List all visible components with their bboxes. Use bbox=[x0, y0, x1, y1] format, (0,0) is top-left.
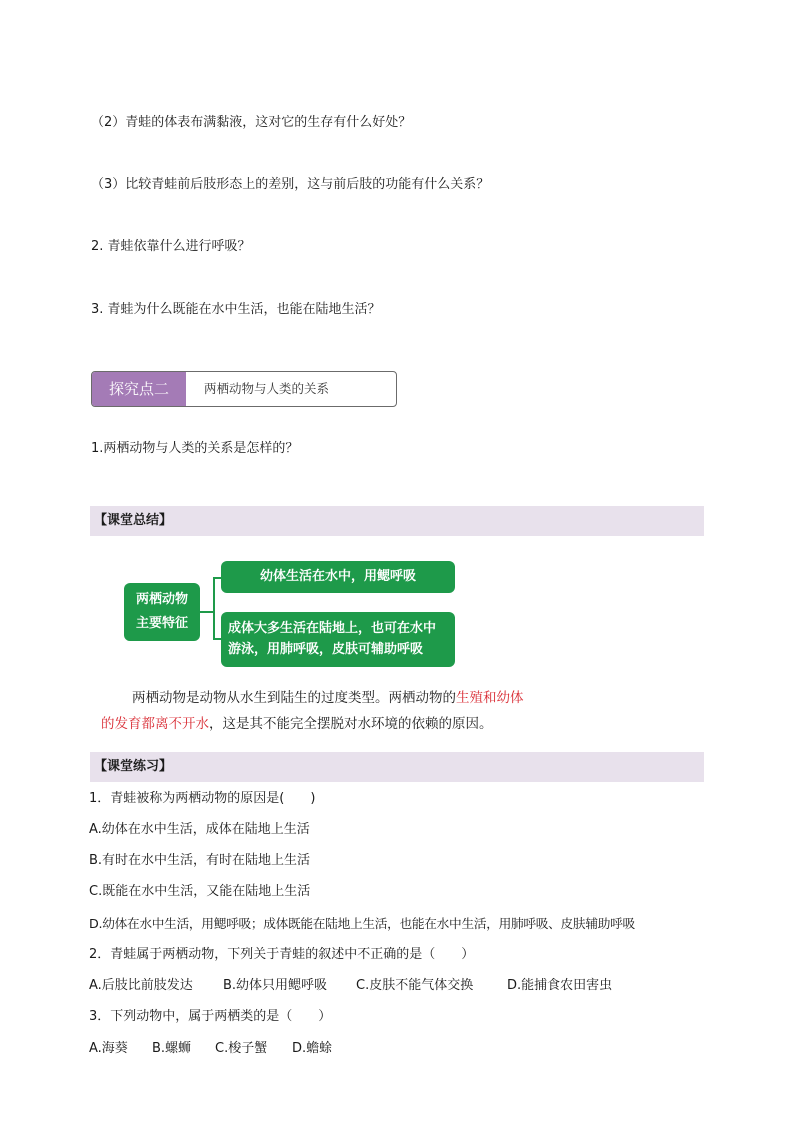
practice-q3-option-b: B.螺蛳 bbox=[152, 1041, 192, 1056]
practice-q3-option-a: A.海葵 bbox=[89, 1041, 128, 1056]
mindmap-branch-adult-line1: 成体大多生活在陆地上，也可在水中 bbox=[228, 621, 437, 636]
summary-header: 【课堂总结】 bbox=[90, 506, 704, 536]
summary-paragraph-line1 bbox=[101, 685, 571, 711]
question-1-2: （2）青蛙的体表布满黏液，这对它的生存有什么好处？ bbox=[91, 115, 412, 130]
practice-q1-option-c: C.既能在水中生活，又能在陆地上生活 bbox=[89, 884, 311, 899]
summary-highlight-1: 生殖和幼体 bbox=[456, 690, 524, 706]
summary-paragraph bbox=[101, 685, 571, 737]
practice-q2-option-b: B.幼体只用鳃呼吸 bbox=[223, 978, 328, 993]
practice-q2-option-a: A.后肢比前肢发达 bbox=[89, 978, 193, 993]
question-1-3: （3）比较青蛙前后肢形态上的差别，这与前后肢的功能有什么关系？ bbox=[91, 177, 490, 192]
practice-q1-option-b: B.有时在水中生活，有时在陆地上生活 bbox=[89, 853, 311, 868]
summary-highlight-2: 的发育都离不开水 bbox=[101, 716, 209, 732]
mindmap-root-line2: 主要特征 bbox=[135, 616, 188, 631]
practice-q1-option-d: D.幼体在水中生活，用鳃呼吸；成体既能在陆地上生活，也能在水中生活，用肺呼吸、皮肤辅助呼吸 bbox=[89, 916, 635, 931]
explore-point-title: 两栖动物与人类的关系 bbox=[204, 381, 330, 396]
summary-text-part2: ，这是其不能完全摆脱对水环境的依赖的原因。 bbox=[209, 716, 493, 732]
explore-question: 1.两栖动物与人类的关系是怎样的？ bbox=[91, 441, 299, 456]
practice-question-3: 3．下列动物中，属于两栖类的是（ ） bbox=[89, 1009, 332, 1024]
practice-q3-option-c: C.梭子蟹 bbox=[215, 1041, 268, 1056]
practice-q1-option-a: A.幼体在水中生活，成体在陆地上生活 bbox=[89, 822, 310, 837]
mindmap-branch-adult bbox=[221, 612, 455, 667]
summary-text-part1: 两栖动物是动物从水生到陆生的过度类型。两栖动物的 bbox=[132, 690, 456, 706]
practice-header: 【课堂练习】 bbox=[90, 752, 704, 782]
connector-stem bbox=[200, 611, 214, 613]
explore-point-box bbox=[91, 371, 397, 407]
connector-vertical bbox=[213, 577, 215, 639]
mindmap-branch-larva: 幼体生活在水中，用鳃呼吸 bbox=[221, 561, 455, 593]
mindmap-root-line1: 两栖动物 bbox=[135, 592, 188, 607]
summary-paragraph-line2 bbox=[101, 711, 571, 737]
practice-q3-option-d: D.蟾蜍 bbox=[292, 1041, 333, 1056]
question-3: 3. 青蛙为什么既能在水中生活，也能在陆地生活？ bbox=[91, 302, 381, 317]
connector-branch1 bbox=[213, 577, 221, 579]
question-2: 2. 青蛙依靠什么进行呼吸？ bbox=[91, 239, 251, 254]
mindmap-branch-adult-line2: 游泳，用肺呼吸，皮肤可辅助呼吸 bbox=[228, 642, 424, 657]
connector-branch2 bbox=[213, 638, 221, 640]
practice-q2-option-d: D.能捕食农田害虫 bbox=[507, 978, 613, 993]
mindmap-root-node bbox=[124, 583, 200, 641]
explore-point-tag: 探究点二 bbox=[92, 372, 186, 406]
practice-question-2: 2．青蛙属于两栖动物，下列关于青蛙的叙述中不正确的是（ ） bbox=[89, 947, 475, 962]
practice-q2-option-c: C.皮肤不能气体交换 bbox=[356, 978, 474, 993]
practice-question-1: 1．青蛙被称为两栖动物的原因是( ) bbox=[89, 791, 316, 806]
